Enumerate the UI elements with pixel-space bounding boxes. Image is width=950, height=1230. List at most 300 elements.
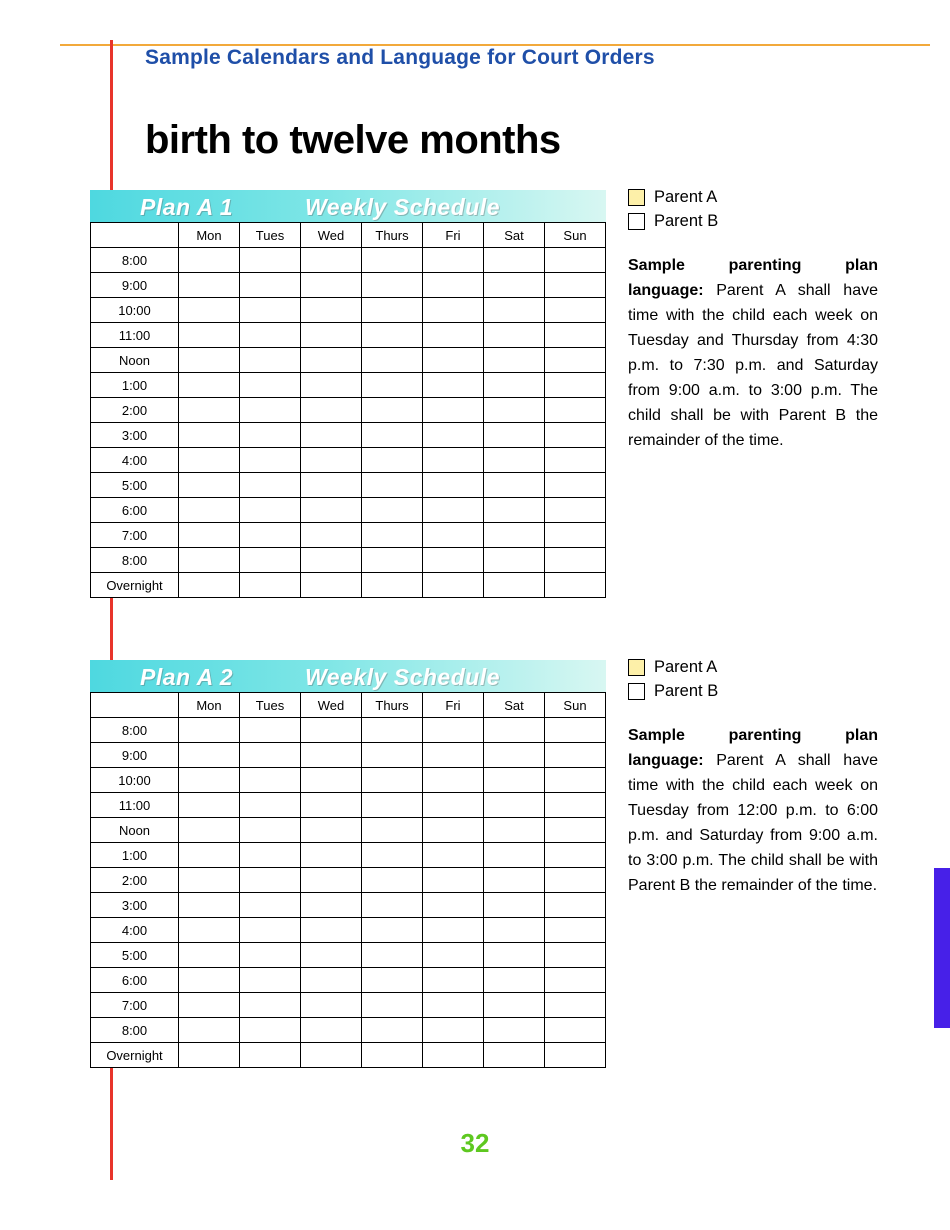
schedule-cell-empty xyxy=(545,868,606,893)
schedule-cell-empty xyxy=(545,373,606,398)
schedule-cell-empty xyxy=(240,573,301,598)
schedule-cell-empty xyxy=(362,348,423,373)
schedule-cell-empty xyxy=(484,448,545,473)
sample-language-2-body: Parent A shall have time with the child each week on Tuesday from 12:00 p.m. to 6:00 p.m. and Saturday from 9:00 a.m. to 3:00 p.m. The child shall be with Parent B the remainder of the time. xyxy=(628,752,878,894)
schedule-cell-empty xyxy=(301,248,362,273)
schedule-cell-empty xyxy=(240,248,301,273)
schedule-cell-empty xyxy=(545,473,606,498)
schedule-cell-empty xyxy=(301,843,362,868)
legend-swatch-a-icon xyxy=(628,659,645,676)
schedule-cell-empty xyxy=(484,498,545,523)
schedule-cell-empty xyxy=(301,1043,362,1068)
schedule-cell-empty xyxy=(545,893,606,918)
schedule-cell-empty xyxy=(179,348,240,373)
table-row xyxy=(91,793,606,818)
schedule-cell-empty xyxy=(423,273,484,298)
calendar-2-table xyxy=(90,692,606,1068)
schedule-cell-parent-a xyxy=(484,348,545,373)
schedule-cell-empty xyxy=(301,348,362,373)
sample-language-2-label: Sample parenting plan language: xyxy=(628,727,878,769)
schedule-cell-empty xyxy=(179,993,240,1018)
time-label: 5:00 xyxy=(91,473,179,498)
schedule-cell-parent-a xyxy=(240,448,301,473)
schedule-cell-empty xyxy=(423,423,484,448)
schedule-cell-empty xyxy=(362,323,423,348)
schedule-cell-parent-a xyxy=(240,893,301,918)
time-label: 3:00 xyxy=(91,423,179,448)
schedule-cell-empty xyxy=(240,768,301,793)
schedule-cell-empty xyxy=(179,1043,240,1068)
schedule-block-2 xyxy=(90,660,606,1068)
calendar-1 xyxy=(90,190,606,598)
table-row xyxy=(91,348,606,373)
schedule-cell-empty xyxy=(301,498,362,523)
legend-parent-b-2 xyxy=(628,682,878,701)
schedule-cell-empty xyxy=(240,423,301,448)
sidebar-2 xyxy=(628,658,878,914)
schedule-cell-empty xyxy=(423,843,484,868)
time-label: 6:00 xyxy=(91,968,179,993)
column-header-day: Sat xyxy=(484,693,545,718)
schedule-cell-empty xyxy=(362,1018,423,1043)
schedule-cell-empty xyxy=(179,398,240,423)
sample-language-1-label: Sample parenting plan language: xyxy=(628,257,878,299)
schedule-cell-empty xyxy=(301,943,362,968)
calendar-1-banner xyxy=(90,190,606,222)
schedule-cell-empty xyxy=(179,793,240,818)
time-label: 9:00 xyxy=(91,743,179,768)
schedule-cell-empty xyxy=(423,298,484,323)
schedule-cell-empty xyxy=(423,943,484,968)
schedule-cell-empty xyxy=(179,548,240,573)
schedule-cell-empty xyxy=(545,398,606,423)
schedule-cell-empty xyxy=(362,298,423,323)
schedule-cell-empty xyxy=(423,573,484,598)
schedule-cell-empty xyxy=(484,548,545,573)
calendar-2-plan-label: Plan A 2 xyxy=(140,664,234,690)
schedule-cell-empty xyxy=(423,818,484,843)
schedule-cell-empty xyxy=(545,423,606,448)
schedule-cell-empty xyxy=(301,993,362,1018)
schedule-cell-empty xyxy=(301,398,362,423)
column-header-time xyxy=(91,223,179,248)
time-label: 8:00 xyxy=(91,1018,179,1043)
schedule-cell-empty xyxy=(240,273,301,298)
schedule-cell-empty xyxy=(545,298,606,323)
schedule-cell-empty xyxy=(179,473,240,498)
time-label: 1:00 xyxy=(91,373,179,398)
table-row xyxy=(91,323,606,348)
legend-swatch-b-icon xyxy=(628,213,645,230)
schedule-cell-empty xyxy=(423,248,484,273)
schedule-cell-empty xyxy=(179,423,240,448)
legend-parent-a-1 xyxy=(628,188,878,207)
column-header-day: Sat xyxy=(484,223,545,248)
schedule-cell-parent-a xyxy=(362,448,423,473)
time-label: 7:00 xyxy=(91,993,179,1018)
schedule-cell-empty xyxy=(362,573,423,598)
schedule-cell-empty xyxy=(423,793,484,818)
schedule-cell-empty xyxy=(423,523,484,548)
schedule-cell-empty xyxy=(423,498,484,523)
schedule-cell-empty xyxy=(545,248,606,273)
column-header-day: Fri xyxy=(423,223,484,248)
table-row xyxy=(91,768,606,793)
table-row xyxy=(91,523,606,548)
schedule-cell-parent-a xyxy=(484,273,545,298)
time-label: 2:00 xyxy=(91,398,179,423)
schedule-cell-empty xyxy=(362,893,423,918)
schedule-cell-empty xyxy=(240,398,301,423)
table-row xyxy=(91,298,606,323)
schedule-cell-parent-a xyxy=(484,818,545,843)
schedule-cell-empty xyxy=(484,1018,545,1043)
legend-swatch-b-icon xyxy=(628,683,645,700)
table-row xyxy=(91,448,606,473)
time-label: 6:00 xyxy=(91,498,179,523)
schedule-cell-empty xyxy=(545,793,606,818)
table-row xyxy=(91,498,606,523)
schedule-cell-empty xyxy=(545,818,606,843)
sample-language-1 xyxy=(628,253,878,453)
schedule-cell-empty xyxy=(301,818,362,843)
schedule-cell-empty xyxy=(362,743,423,768)
schedule-cell-empty xyxy=(362,918,423,943)
time-label: Noon xyxy=(91,818,179,843)
table-row xyxy=(91,893,606,918)
schedule-cell-empty xyxy=(545,523,606,548)
time-label: 3:00 xyxy=(91,893,179,918)
schedule-cell-empty xyxy=(301,968,362,993)
schedule-cell-empty xyxy=(362,548,423,573)
schedule-cell-empty xyxy=(301,323,362,348)
schedule-cell-parent-a xyxy=(484,793,545,818)
schedule-cell-empty xyxy=(362,373,423,398)
schedule-cell-empty xyxy=(179,943,240,968)
schedule-cell-parent-a xyxy=(484,398,545,423)
schedule-cell-empty xyxy=(545,768,606,793)
calendar-1-body xyxy=(91,248,606,598)
schedule-cell-empty xyxy=(301,1018,362,1043)
schedule-cell-empty xyxy=(484,893,545,918)
schedule-cell-empty xyxy=(423,448,484,473)
schedule-cell-empty xyxy=(484,1043,545,1068)
time-label: Overnight xyxy=(91,573,179,598)
column-header-time xyxy=(91,693,179,718)
schedule-cell-empty xyxy=(362,768,423,793)
table-row xyxy=(91,743,606,768)
table-row xyxy=(91,1018,606,1043)
schedule-cell-parent-a xyxy=(484,298,545,323)
time-label: 4:00 xyxy=(91,448,179,473)
schedule-cell-empty xyxy=(179,743,240,768)
schedule-cell-empty xyxy=(423,718,484,743)
schedule-cell-empty xyxy=(362,273,423,298)
schedule-cell-empty xyxy=(545,573,606,598)
table-row xyxy=(91,248,606,273)
schedule-cell-empty xyxy=(362,423,423,448)
schedule-cell-empty xyxy=(301,893,362,918)
table-row xyxy=(91,273,606,298)
legend-parent-b-1 xyxy=(628,212,878,231)
schedule-cell-parent-a xyxy=(484,373,545,398)
calendar-2-header-row xyxy=(91,693,606,718)
time-label: 4:00 xyxy=(91,918,179,943)
schedule-cell-parent-a xyxy=(362,523,423,548)
sample-language-2 xyxy=(628,723,878,898)
schedule-cell-empty xyxy=(301,423,362,448)
schedule-cell-empty xyxy=(545,273,606,298)
schedule-cell-empty xyxy=(301,548,362,573)
schedule-cell-empty xyxy=(240,993,301,1018)
column-header-day: Fri xyxy=(423,693,484,718)
time-label: 11:00 xyxy=(91,793,179,818)
column-header-day: Sun xyxy=(545,223,606,248)
schedule-cell-empty xyxy=(545,1043,606,1068)
schedule-cell-parent-a xyxy=(240,843,301,868)
schedule-cell-empty xyxy=(545,843,606,868)
legend-label-parent-a: Parent A xyxy=(654,188,718,206)
schedule-cell-parent-a xyxy=(484,868,545,893)
schedule-cell-empty xyxy=(240,1018,301,1043)
column-header-day: Wed xyxy=(301,223,362,248)
time-label: 2:00 xyxy=(91,868,179,893)
schedule-cell-parent-a xyxy=(484,768,545,793)
table-row xyxy=(91,818,606,843)
time-label: 7:00 xyxy=(91,523,179,548)
legend-swatch-a-icon xyxy=(628,189,645,206)
time-label: 8:00 xyxy=(91,248,179,273)
schedule-cell-empty xyxy=(179,868,240,893)
schedule-cell-empty xyxy=(362,993,423,1018)
schedule-cell-empty xyxy=(301,793,362,818)
schedule-cell-empty xyxy=(423,768,484,793)
table-row xyxy=(91,373,606,398)
schedule-cell-empty xyxy=(545,718,606,743)
schedule-cell-parent-a xyxy=(362,498,423,523)
schedule-cell-empty xyxy=(240,968,301,993)
time-label: 1:00 xyxy=(91,843,179,868)
table-row xyxy=(91,718,606,743)
schedule-cell-empty xyxy=(179,573,240,598)
schedule-cell-empty xyxy=(179,498,240,523)
schedule-cell-empty xyxy=(362,843,423,868)
schedule-cell-empty xyxy=(179,918,240,943)
header-divider xyxy=(60,44,930,46)
schedule-cell-empty xyxy=(362,248,423,273)
schedule-cell-empty xyxy=(240,298,301,323)
schedule-cell-parent-a xyxy=(240,523,301,548)
time-label: Noon xyxy=(91,348,179,373)
page-header xyxy=(0,40,950,88)
schedule-cell-empty xyxy=(301,473,362,498)
schedule-cell-empty xyxy=(545,348,606,373)
schedule-cell-empty xyxy=(423,473,484,498)
schedule-cell-parent-a xyxy=(240,473,301,498)
schedule-cell-empty xyxy=(240,793,301,818)
schedule-cell-empty xyxy=(301,273,362,298)
calendar-1-header-row xyxy=(91,223,606,248)
table-row xyxy=(91,573,606,598)
table-header-row xyxy=(91,693,606,718)
schedule-cell-empty xyxy=(423,548,484,573)
schedule-cell-empty xyxy=(301,573,362,598)
table-row xyxy=(91,1043,606,1068)
calendar-2-body xyxy=(91,718,606,1068)
schedule-cell-empty xyxy=(179,968,240,993)
table-row xyxy=(91,423,606,448)
schedule-cell-parent-a xyxy=(484,743,545,768)
table-row xyxy=(91,868,606,893)
calendar-2 xyxy=(90,660,606,1068)
schedule-cell-empty xyxy=(484,718,545,743)
schedule-cell-empty xyxy=(362,793,423,818)
legend-parent-a-2 xyxy=(628,658,878,677)
table-row xyxy=(91,473,606,498)
schedule-cell-parent-a xyxy=(240,918,301,943)
schedule-cell-empty xyxy=(179,718,240,743)
schedule-cell-empty xyxy=(362,943,423,968)
column-header-day: Sun xyxy=(545,693,606,718)
schedule-block-1 xyxy=(90,190,606,598)
legend-label-parent-b: Parent B xyxy=(654,682,719,700)
schedule-cell-empty xyxy=(240,548,301,573)
section-heading: birth to twelve months xyxy=(145,118,561,162)
schedule-cell-empty xyxy=(545,993,606,1018)
schedule-cell-empty xyxy=(240,1043,301,1068)
schedule-cell-empty xyxy=(179,298,240,323)
column-header-day: Tues xyxy=(240,223,301,248)
schedule-cell-empty xyxy=(179,523,240,548)
sidebar-1 xyxy=(628,188,878,469)
schedule-cell-empty xyxy=(301,448,362,473)
schedule-cell-empty xyxy=(301,523,362,548)
schedule-cell-empty xyxy=(545,943,606,968)
time-label: 9:00 xyxy=(91,273,179,298)
schedule-cell-empty xyxy=(423,398,484,423)
table-row xyxy=(91,548,606,573)
schedule-cell-empty xyxy=(484,423,545,448)
legend-label-parent-a: Parent A xyxy=(654,658,718,676)
schedule-cell-empty xyxy=(240,323,301,348)
schedule-cell-empty xyxy=(362,718,423,743)
schedule-cell-parent-a xyxy=(484,843,545,868)
schedule-cell-empty xyxy=(423,323,484,348)
schedule-cell-empty xyxy=(423,868,484,893)
time-label: 10:00 xyxy=(91,298,179,323)
schedule-cell-parent-a xyxy=(484,323,545,348)
column-header-day: Thurs xyxy=(362,223,423,248)
column-header-day: Thurs xyxy=(362,693,423,718)
schedule-cell-empty xyxy=(484,248,545,273)
table-row xyxy=(91,398,606,423)
table-header-row xyxy=(91,223,606,248)
schedule-cell-empty xyxy=(362,968,423,993)
schedule-cell-empty xyxy=(484,968,545,993)
schedule-cell-empty xyxy=(545,918,606,943)
schedule-cell-empty xyxy=(240,718,301,743)
schedule-cell-empty xyxy=(423,743,484,768)
schedule-cell-empty xyxy=(423,1043,484,1068)
schedule-cell-empty xyxy=(484,993,545,1018)
calendar-2-banner xyxy=(90,660,606,692)
schedule-cell-empty xyxy=(301,298,362,323)
table-row xyxy=(91,943,606,968)
table-row xyxy=(91,918,606,943)
section-edge-tab xyxy=(934,868,950,1028)
schedule-cell-empty xyxy=(179,818,240,843)
column-header-day: Wed xyxy=(301,693,362,718)
time-label: Overnight xyxy=(91,1043,179,1068)
schedule-cell-empty xyxy=(301,718,362,743)
time-label: 5:00 xyxy=(91,943,179,968)
schedule-cell-empty xyxy=(301,918,362,943)
calendar-1-schedule-label: Weekly Schedule xyxy=(305,194,500,220)
schedule-cell-empty xyxy=(301,373,362,398)
schedule-cell-empty xyxy=(179,273,240,298)
schedule-cell-empty xyxy=(179,248,240,273)
schedule-cell-empty xyxy=(179,373,240,398)
schedule-cell-parent-a xyxy=(240,868,301,893)
legend-label-parent-b: Parent B xyxy=(654,212,719,230)
page-number: 32 xyxy=(460,1128,490,1158)
schedule-cell-empty xyxy=(423,373,484,398)
calendar-2-schedule-label: Weekly Schedule xyxy=(305,664,500,690)
schedule-cell-empty xyxy=(545,1018,606,1043)
schedule-cell-empty xyxy=(179,1018,240,1043)
schedule-cell-empty xyxy=(240,743,301,768)
schedule-cell-empty xyxy=(484,523,545,548)
schedule-cell-empty xyxy=(423,993,484,1018)
time-label: 8:00 xyxy=(91,718,179,743)
calendar-1-plan-label: Plan A 1 xyxy=(140,194,234,220)
schedule-cell-empty xyxy=(545,743,606,768)
column-header-day: Tues xyxy=(240,693,301,718)
schedule-cell-empty xyxy=(362,1043,423,1068)
schedule-cell-empty xyxy=(179,448,240,473)
schedule-cell-empty xyxy=(240,373,301,398)
schedule-cell-empty xyxy=(423,1018,484,1043)
schedule-cell-empty xyxy=(240,348,301,373)
page-title: Sample Calendars and Language for Court Orders xyxy=(145,46,655,69)
schedule-cell-empty xyxy=(484,918,545,943)
column-header-day: Mon xyxy=(179,223,240,248)
schedule-cell-empty xyxy=(484,473,545,498)
time-label: 10:00 xyxy=(91,768,179,793)
schedule-cell-empty xyxy=(179,893,240,918)
schedule-cell-parent-a xyxy=(240,498,301,523)
schedule-cell-empty xyxy=(362,818,423,843)
schedule-cell-empty xyxy=(179,843,240,868)
schedule-cell-parent-a xyxy=(240,943,301,968)
schedule-cell-empty xyxy=(423,968,484,993)
table-row xyxy=(91,843,606,868)
schedule-cell-empty xyxy=(423,918,484,943)
schedule-cell-empty xyxy=(362,398,423,423)
schedule-cell-empty xyxy=(484,573,545,598)
column-header-day: Mon xyxy=(179,693,240,718)
schedule-cell-empty xyxy=(545,448,606,473)
schedule-cell-empty xyxy=(301,768,362,793)
schedule-cell-parent-a xyxy=(240,818,301,843)
table-row xyxy=(91,993,606,1018)
time-label: 8:00 xyxy=(91,548,179,573)
time-label: 11:00 xyxy=(91,323,179,348)
table-row xyxy=(91,968,606,993)
schedule-cell-empty xyxy=(301,868,362,893)
schedule-cell-parent-a xyxy=(362,473,423,498)
schedule-cell-empty xyxy=(362,868,423,893)
